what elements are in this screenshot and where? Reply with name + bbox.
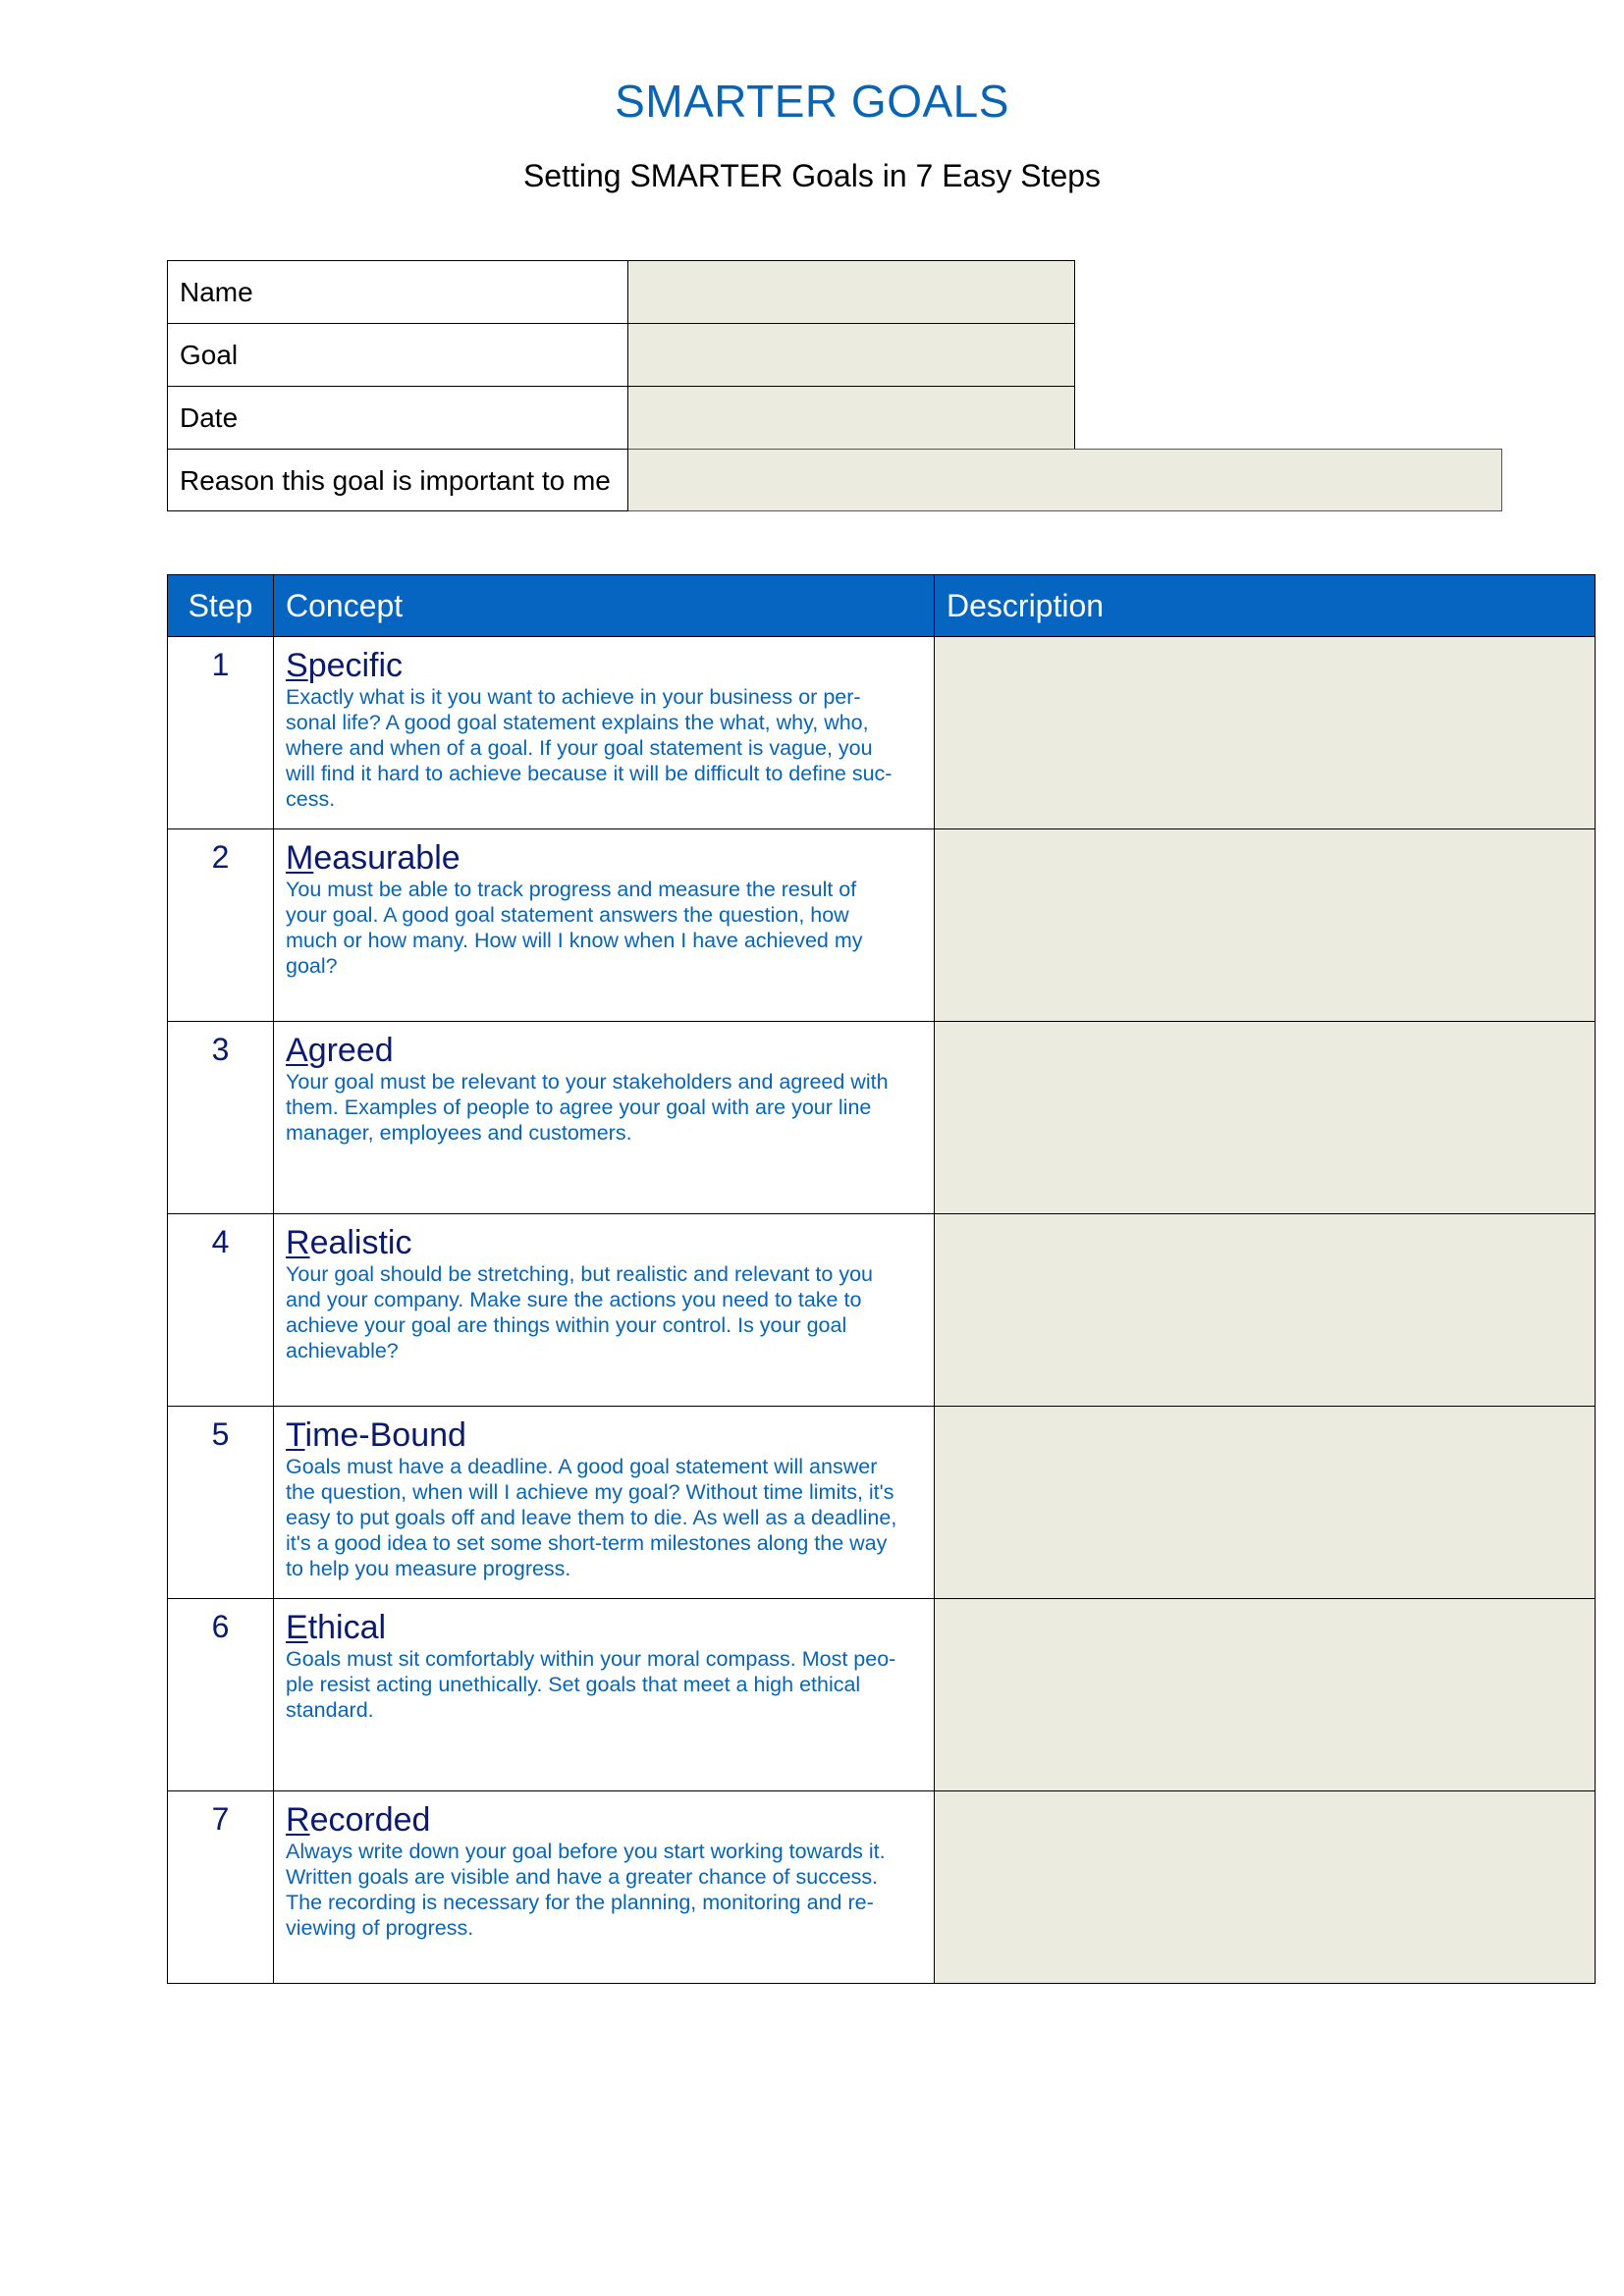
concept-text: You must be able to track progress and measure the result of your goal. A good goal statement answers the question, how much or how many. How will I know when I have achieved my goal?: [286, 878, 863, 978]
concept-cell: [274, 1791, 935, 1983]
goal-field[interactable]: [628, 323, 1075, 386]
concept-cell: [274, 1407, 935, 1598]
concept-cell: [274, 637, 935, 828]
concept-initial: T: [286, 1416, 305, 1454]
table-header: [168, 575, 1595, 636]
reason-label: Reason this goal is important to me: [167, 449, 628, 511]
concept-initial: R: [286, 1801, 310, 1839]
concept-name-rest: thical: [307, 1609, 387, 1646]
table-row: [168, 1790, 1595, 1983]
concept-name-rest: ecorded: [309, 1801, 431, 1839]
table-row: [168, 1598, 1595, 1790]
description-field[interactable]: [935, 1022, 1595, 1213]
name-label: Name: [167, 260, 628, 323]
description-field[interactable]: [935, 1214, 1595, 1406]
description-field[interactable]: [935, 1791, 1595, 1983]
concept-text: Exactly what is it you want to achieve in your business or per- sonal life? A good goal statement explains the what, why, who, where and when of a goal. If your goal statement is vague, you will find it hard to achieve because it will be difficult to define suc- cess.: [286, 685, 893, 811]
concept-title: [286, 1416, 920, 1454]
header-step: Step: [168, 575, 274, 636]
concept-initial: M: [286, 839, 314, 877]
concept-cell: [274, 1214, 935, 1406]
goal-label: Goal: [167, 323, 628, 386]
table-row: [168, 1021, 1595, 1213]
concept-initial: A: [286, 1032, 308, 1069]
concept-text: Goals must sit comfortably within your moral compass. Most peo- ple resist acting unethically. Set goals that meet a high ethical standard.: [286, 1647, 896, 1722]
reason-field[interactable]: [628, 449, 1502, 511]
header-concept: Concept: [274, 575, 935, 636]
concept-title: [286, 1224, 920, 1261]
step-number: 4: [168, 1214, 274, 1406]
concept-name-rest: pecific: [307, 647, 404, 684]
concept-cell: [274, 1599, 935, 1790]
name-field[interactable]: [628, 260, 1075, 323]
step-number: 6: [168, 1599, 274, 1790]
description-field[interactable]: [935, 1407, 1595, 1598]
table-row: [168, 636, 1595, 828]
concept-title: [286, 839, 920, 877]
concept-initial: R: [286, 1224, 310, 1261]
concept-name-rest: ime-Bound: [304, 1416, 466, 1454]
concept-name-rest: ealistic: [309, 1224, 412, 1261]
concept-title: [286, 1801, 920, 1839]
step-number: 1: [168, 637, 274, 828]
concept-text: Your goal must be relevant to your stakeholders and agreed with them. Examples of people to agree your goal with are your line manager, employees and customers.: [286, 1070, 889, 1145]
concept-title: [286, 1032, 920, 1069]
concept-title: [286, 647, 920, 684]
table-row: [168, 1406, 1595, 1598]
concept-cell: [274, 829, 935, 1021]
concept-initial: S: [286, 647, 308, 684]
concept-text: Always write down your goal before you start working towards it. Written goals are visible and have a greater chance of success. The recording is necessary for the planning, monitoring and re- viewing of progress.: [286, 1840, 886, 1940]
page-subtitle: Setting SMARTER Goals in 7 Easy Steps: [522, 158, 1102, 193]
concept-initial: E: [286, 1609, 308, 1646]
smarter-steps-table: [167, 574, 1596, 1984]
description-field[interactable]: [935, 637, 1595, 828]
step-number: 3: [168, 1022, 274, 1213]
step-number: 2: [168, 829, 274, 1021]
date-label: Date: [167, 386, 628, 449]
description-field[interactable]: [935, 1599, 1595, 1790]
table-row: [168, 1213, 1595, 1406]
concept-text: Your goal should be stretching, but realistic and relevant to you and your company. Make sure the actions you need to take to achieve your goal are things within your control. Is your goal achievable?: [286, 1262, 874, 1362]
step-number: 7: [168, 1791, 274, 1983]
concept-name-rest: greed: [307, 1032, 394, 1069]
step-number: 5: [168, 1407, 274, 1598]
concept-title: [286, 1609, 920, 1646]
concept-cell: [274, 1022, 935, 1213]
date-field[interactable]: [628, 386, 1075, 449]
concept-text: Goals must have a deadline. A good goal statement will answer the question, when will I achieve my goal? Without time limits, it's easy to put goals off and leave them to die. As well as a deadline, it's a good idea to set some short-term milestones along the way to help you measure progress.: [286, 1455, 897, 1580]
concept-name-rest: easurable: [313, 839, 460, 877]
header-description: Description: [947, 588, 1105, 623]
table-row: [168, 828, 1595, 1021]
description-field[interactable]: [935, 829, 1595, 1021]
page-title: SMARTER GOALS: [615, 76, 1009, 127]
